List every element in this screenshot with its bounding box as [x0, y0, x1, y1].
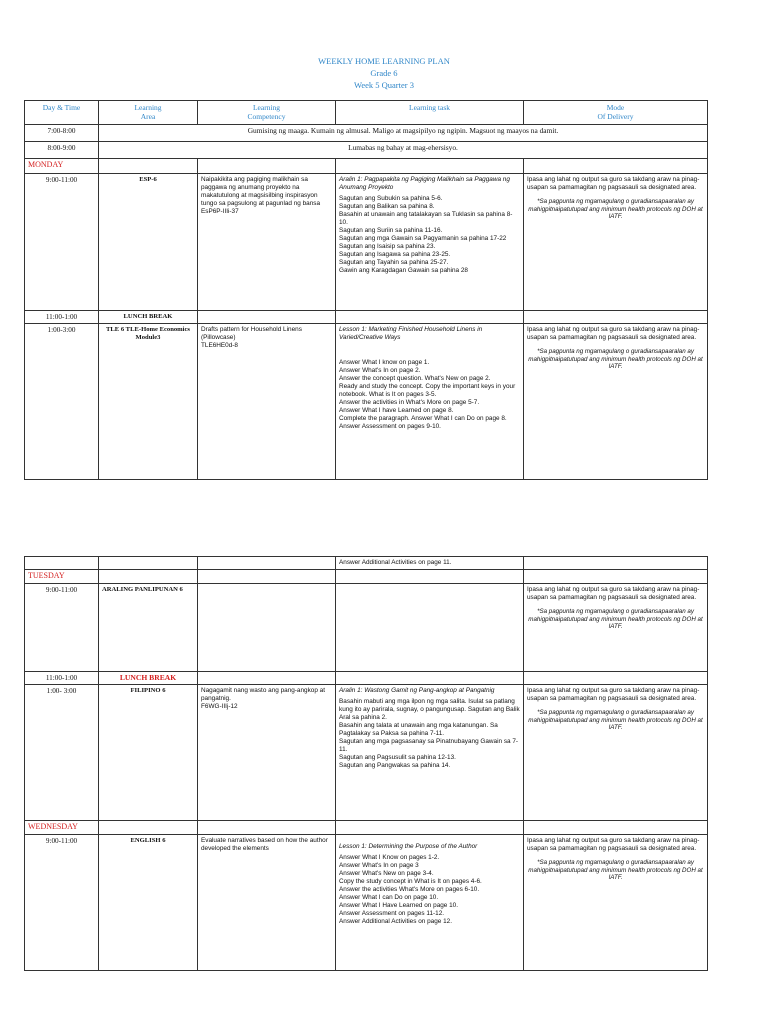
task-line: Answer Additional Activities on page 12.	[339, 918, 452, 925]
task-line: Sagutan ang mga pagsasanay sa Pinatnubayang Gawain sa 7-11.	[339, 738, 519, 753]
tuesday-slot1-time: 9:00-11:00	[25, 584, 99, 672]
col-header-mode: Mode Of Delivery	[524, 101, 708, 125]
grade-label: Grade 6	[370, 68, 398, 78]
day-wednesday: WEDNESDAY	[25, 821, 99, 835]
week-label: Week 5 Quarter 3	[354, 80, 414, 90]
task-line: Sagutan ang Pangwakas sa pahina 14.	[339, 762, 451, 769]
monday-slot1-mode	[524, 174, 708, 311]
tuesday-slot1-area: ARALING PANLIPUNAN 6	[99, 584, 198, 672]
task-line: Basahin at unawain ang tatalakayan sa Tuklasin sa pahina 8-10.	[339, 211, 513, 226]
task-line: Answer What I can Do on page 10.	[339, 894, 439, 901]
mode-text: Ipasa ang lahat ng output sa guro sa takdang araw na pinag-usapan sa pamamagitan ng pagsasauli sa designated area.	[527, 687, 700, 702]
monday-slot1-time: 9:00-11:00	[25, 174, 99, 311]
task-line: Copy the study concept in What is It on pages 4-6.	[339, 878, 482, 885]
task-line: Answer What's In on page 2.	[339, 367, 421, 374]
task-line: Answer What I Have Learned on page 10.	[339, 902, 459, 909]
wednesday-slot1-task	[336, 835, 524, 971]
tuesday-slot1-mode	[524, 584, 708, 672]
task-title: Lesson 1: Determining the Purpose of the Author	[339, 843, 478, 850]
wednesday-slot1-time: 9:00-11:00	[25, 835, 99, 971]
task-line: Basahin ang talata at unawain ang mga katanungan. Sa Pagtalakay sa Paksa sa pahina 7-11.	[339, 722, 498, 737]
monday-lunch-label: LUNCH BREAK	[99, 311, 198, 324]
monday-slot2-time: 1:00-3:00	[25, 324, 99, 480]
plan-table-page2	[24, 556, 708, 971]
task-line: Answer the concept question. What's New on page 2.	[339, 375, 491, 382]
mode-text: Ipasa ang lahat ng output sa guro sa takdang araw na pinag-usapan sa pamamagitan ng pagsasauli sa designated area.	[527, 837, 700, 852]
tuesday-lunch-label: LUNCH BREAK	[99, 672, 198, 685]
mode-note: *Sa pagpunta ng mgamagulang o guradiansapaaralan ay mahigpitnaipatutupad ang minimum health protocols ng DOH at IATF.	[528, 709, 703, 731]
mode-note: *Sa pagpunta ng mgamagulang o guradiansapaaralan ay mahigpitnaipatutupad ang minimum health protocols ng DOH at IATF.	[528, 348, 703, 370]
task-line: Answer Assessment on pages 9-10.	[339, 423, 441, 430]
monday-slot2-task	[336, 324, 524, 480]
task-line: Sagutan ang Tayahin sa pahina 25-27.	[339, 259, 449, 266]
routine-text-1: Gumising ng maaga. Kumain ng almusal. Maligo at magsipilyo ng ngipin. Magsuot ng maayos na damit.	[99, 125, 708, 142]
task-line: Gawin ang Karagdagan Gawain sa pahina 28	[339, 267, 468, 274]
mode-text: Ipasa ang lahat ng output sa guro sa takdang araw na pinag-usapan sa pamamagitan ng pagsasauli sa designated area.	[527, 326, 700, 341]
monday-slot2-competency: Drafts pattern for Household Linens (Pillowcase) TLE6HE0d-8	[198, 324, 336, 480]
task-line: Answer the activities in What's More on page 5-7.	[339, 399, 480, 406]
task-line: Answer What's In on page 3	[339, 862, 419, 869]
task-line: Sagutan ang Isagawa sa pahina 23-25.	[339, 251, 451, 258]
routine-text-2: Lumabas ng bahay at mag-ehersisyo.	[99, 142, 708, 159]
task-line: Sagutan ang Isaisip sa pahina 23.	[339, 243, 436, 250]
task-line: Answer Assessment on pages 11-12.	[339, 910, 445, 917]
mode-note: *Sa pagpunta ng mgamagulang o guradiansapaaralan ay mahigpitnaipatutupad ang minimum health protocols ng DOH at IATF.	[528, 608, 703, 630]
task-title: Aralin 1: Wastong Gamit ng Pang-angkop at Pangatnig	[339, 687, 495, 694]
tuesday-lunch-time: 11:00-1:00	[25, 672, 99, 685]
task-line: Sagutan ang Pagsusulit sa pahina 12-13.	[339, 754, 456, 761]
plan-title: WEEKLY HOME LEARNING PLAN	[318, 56, 450, 66]
task-line: Sagutan ang Suriin sa pahina 11-16.	[339, 227, 443, 234]
task-title: Lesson 1: Marketing Finished Household Linens in Varied/Creative Ways	[339, 326, 483, 341]
wednesday-slot1-competency: Evaluate narratives based on how the author developed the elements	[198, 835, 336, 971]
tuesday-slot2-area: FILIPINO 6	[99, 685, 198, 821]
task-line: Basahin mabuti ang mga ilpon ng mga salita. Isulat sa patlang kung ito ay parirala, sugnay, o pangungusap. Sagutan ang Balik Aral sa pahina 2.	[339, 698, 520, 721]
tuesday-slot2-task	[336, 685, 524, 821]
page2-continued-task: Answer Additional Activities on page 11.	[336, 557, 524, 570]
monday-slot1-task	[336, 174, 524, 311]
mode-text: Ipasa ang lahat ng output sa guro sa takdang araw na pinag-usapan sa pamamagitan ng pagsasauli sa designated area.	[527, 176, 700, 191]
task-line: Answer What's New on page 3-4.	[339, 870, 434, 877]
task-line: Complete the paragraph. Answer What I can Do on page 8.	[339, 415, 507, 422]
monday-slot2-area: TLE 6 TLE-Home Economics Module3	[99, 324, 198, 480]
task-line: Sagutan ang Subukin sa pahina 5-6.	[339, 195, 443, 202]
monday-slot2-mode	[524, 324, 708, 480]
monday-lunch-time: 11:00-1:00	[25, 311, 99, 324]
monday-slot1-area: ESP-6	[99, 174, 198, 311]
mode-note: *Sa pagpunta ng mgamagulang o guradiansapaaralan ay mahigpitnaipatutupad ang minimum health protocols ng DOH at IATF.	[528, 859, 703, 881]
wednesday-slot1-area: ENGLISH 6	[99, 835, 198, 971]
mode-text: Ipasa ang lahat ng output sa guro sa takdang araw na pinag-usapan sa pamamagitan ng pagsasauli sa designated area.	[527, 586, 700, 601]
col-header-day-time: Day & Time	[25, 101, 99, 125]
col-header-task: Learning task	[336, 101, 524, 125]
mode-note: *Sa pagpunta ng mgamagulang o guradiansapaaralan ay mahigpitnaipatutupad ang minimum health protocols ng DOH at IATF.	[528, 198, 703, 220]
task-line: Ready and study the concept. Copy the important keys in your notebook. What is It on pages 3-5.	[339, 383, 516, 398]
wednesday-slot1-mode	[524, 835, 708, 971]
task-line: Answer What I Know on pages 1-2.	[339, 854, 440, 861]
tuesday-slot2-time: 1:00- 3:00	[25, 685, 99, 821]
plan-table-page1	[24, 100, 708, 480]
task-line: Answer the activities What's More on pages 6-10.	[339, 886, 480, 893]
tuesday-slot2-competency: Nagagamit nang wasto ang pang-angkop at pangatnig. F6WG-IIIj-12	[198, 685, 336, 821]
task-line: Answer What I know on page 1.	[339, 359, 430, 366]
col-header-competency: Learning Competency	[198, 101, 336, 125]
task-title: Aralin 1: Pagpapakita ng Pagiging Malikhain sa Paggawa ng Anumang Proyekto	[339, 176, 510, 191]
day-tuesday: TUESDAY	[25, 570, 99, 584]
task-line: Sagutan ang Balikan sa pahina 8.	[339, 203, 435, 210]
task-line: Answer What I have Learned on page 8.	[339, 407, 454, 414]
col-header-area: Learning Area	[99, 101, 198, 125]
day-monday: MONDAY	[25, 159, 99, 174]
monday-slot1-competency: Naipakikita ang pagiging malikhain sa paggawa ng anumang proyekto na makatutulong at magsisilbing inspirasyon tungo sa pagsulong at pagunlad ng bansa EsP6P-IIIi-37	[198, 174, 336, 311]
task-line: Sagutan ang mga Gawain sa Pagyamanin sa pahina 17-22	[339, 235, 507, 242]
routine-time-1: 7:00-8:00	[25, 125, 99, 142]
routine-time-2: 8:00-9:00	[25, 142, 99, 159]
tuesday-slot2-mode	[524, 685, 708, 821]
